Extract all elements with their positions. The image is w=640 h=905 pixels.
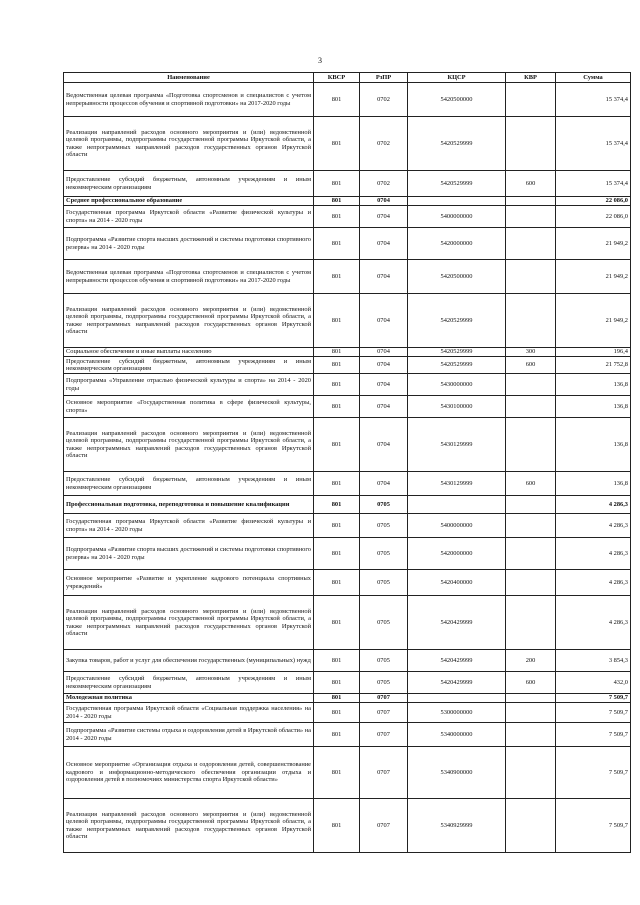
- row-sum: 4 286,3: [556, 570, 631, 596]
- row-kcsr: [408, 694, 506, 703]
- row-rzpr: 0704: [360, 228, 408, 260]
- row-sum: 136,8: [556, 374, 631, 396]
- row-rzpr: 0707: [360, 747, 408, 799]
- table-row: [64, 348, 631, 357]
- table-row: [64, 538, 631, 570]
- row-name: Молодежная политика: [64, 694, 314, 703]
- row-kvsr: 801: [314, 171, 360, 197]
- row-rzpr: 0704: [360, 472, 408, 496]
- row-name: Подпрограмма «Развитие спорта высших достижений и системы подготовки спортивного резерва» на 2014 - 2020 годы: [64, 538, 314, 570]
- row-name: Основное мероприятие «Организация отдыха и оздоровления детей, совершенствование кадрового и информационно-методического обеспечения организации отдыха и оздоровления детей в полномочиях министерства спорта Иркутской области»: [64, 747, 314, 799]
- row-kcsr: 5340000000: [408, 723, 506, 747]
- row-rzpr: 0702: [360, 83, 408, 117]
- row-rzpr: 0707: [360, 799, 408, 853]
- row-kcsr: 5420500000: [408, 83, 506, 117]
- row-name: Предоставление субсидий бюджетным, автономным учреждениям и иным некоммерческим организациям: [64, 472, 314, 496]
- row-kcsr: 5420000000: [408, 228, 506, 260]
- row-rzpr: 0704: [360, 348, 408, 357]
- row-name: Государственная программа Иркутской области «Развитие физической культуры и спорта» на 2014 - 2020 годы: [64, 206, 314, 228]
- row-kcsr: [408, 197, 506, 206]
- row-sum: 136,8: [556, 396, 631, 418]
- row-name: Ведомственная целевая программа «Подготовка спортсменов и специалистов с учетом непрерывности процессов обучения и спортивной подготовки» на 2017-2020 годы: [64, 83, 314, 117]
- row-kvsr: 801: [314, 348, 360, 357]
- row-kvr: [506, 206, 556, 228]
- row-rzpr: 0704: [360, 357, 408, 374]
- table-row: [64, 514, 631, 538]
- row-kcsr: 5420529999: [408, 357, 506, 374]
- row-kvr: [506, 117, 556, 171]
- row-sum: 7 509,7: [556, 723, 631, 747]
- budget-table: [63, 72, 631, 853]
- row-sum: 4 286,3: [556, 496, 631, 514]
- table-row: [64, 570, 631, 596]
- row-sum: 21 949,2: [556, 260, 631, 294]
- row-sum: 3 854,3: [556, 650, 631, 672]
- row-name: Предоставление субсидий бюджетным, автономным учреждениям и иным некоммерческим организациям: [64, 171, 314, 197]
- row-rzpr: 0704: [360, 396, 408, 418]
- row-kvr: [506, 396, 556, 418]
- row-kcsr: 5430100000: [408, 396, 506, 418]
- row-kcsr: 5430129999: [408, 418, 506, 472]
- row-kvsr: 801: [314, 472, 360, 496]
- table-row: [64, 650, 631, 672]
- row-sum: 196,4: [556, 348, 631, 357]
- row-kvr: [506, 799, 556, 853]
- row-kvsr: 801: [314, 197, 360, 206]
- row-kvsr: 801: [314, 514, 360, 538]
- row-sum: 15 374,4: [556, 117, 631, 171]
- row-kvsr: 801: [314, 596, 360, 650]
- row-kvr: [506, 83, 556, 117]
- row-kcsr: 5420529999: [408, 171, 506, 197]
- row-name: Подпрограмма «Развитие системы отдыха и оздоровления детей в Иркутской области» на 2014 - 2020 годы: [64, 723, 314, 747]
- row-kvsr: 801: [314, 723, 360, 747]
- row-rzpr: 0705: [360, 496, 408, 514]
- row-sum: 21 949,2: [556, 294, 631, 348]
- header-name: Наименование: [64, 73, 314, 83]
- row-kcsr: 5300000000: [408, 703, 506, 723]
- table-row: [64, 723, 631, 747]
- row-kvsr: 801: [314, 703, 360, 723]
- row-rzpr: 0705: [360, 538, 408, 570]
- row-kcsr: 5420429999: [408, 650, 506, 672]
- header-kcsr: КЦСР: [408, 73, 506, 83]
- table-row: [64, 694, 631, 703]
- row-kvr: [506, 747, 556, 799]
- table-header-row: [64, 73, 631, 83]
- row-kvr: 200: [506, 650, 556, 672]
- table-row: [64, 228, 631, 260]
- row-kvr: [506, 260, 556, 294]
- row-kvr: 600: [506, 357, 556, 374]
- row-name: Социальное обеспечение и иные выплаты населению: [64, 348, 314, 357]
- page-number: 3: [318, 56, 322, 65]
- row-sum: 7 509,7: [556, 799, 631, 853]
- row-name: Ведомственная целевая программа «Подготовка спортсменов и специалистов с учетом непрерывности процессов обучения и спортивной подготовки» на 2017-2020 годы: [64, 260, 314, 294]
- row-kcsr: 5420529999: [408, 348, 506, 357]
- row-kvsr: 801: [314, 694, 360, 703]
- table-row: [64, 747, 631, 799]
- row-rzpr: 0704: [360, 197, 408, 206]
- row-rzpr: 0705: [360, 570, 408, 596]
- row-kvr: [506, 496, 556, 514]
- row-sum: 432,0: [556, 672, 631, 694]
- row-rzpr: 0707: [360, 723, 408, 747]
- row-name: Реализация направлений расходов основного мероприятия и (или) ведомственной целевой программы, подпрограммы государственной программы Иркутской области, а также непрограммных направлений расходов государственных органов Иркутской области: [64, 294, 314, 348]
- table-row: [64, 596, 631, 650]
- row-kcsr: 5430129999: [408, 472, 506, 496]
- row-name: Государственная программа Иркутской области «Развитие физической культуры и спорта» на 2014 - 2020 годы: [64, 514, 314, 538]
- row-kcsr: 5420529999: [408, 117, 506, 171]
- row-name: Реализация направлений расходов основного мероприятия и (или) ведомственной целевой программы, подпрограммы государственной программы Иркутской области, а также непрограммных направлений расходов государственных органов Иркутской области: [64, 418, 314, 472]
- table-row: [64, 206, 631, 228]
- row-kcsr: 5400000000: [408, 514, 506, 538]
- row-rzpr: 0705: [360, 514, 408, 538]
- row-name: Основное мероприятие «Государственная политика в сфере физической культуры, спорта»: [64, 396, 314, 418]
- table-row: [64, 260, 631, 294]
- row-kvr: [506, 723, 556, 747]
- row-kcsr: 5340900000: [408, 747, 506, 799]
- row-name: Подпрограмма «Развитие спорта высших достижений и системы подготовки спортивного резерва» на 2014 - 2020 годы: [64, 228, 314, 260]
- header-sum: Сумма: [556, 73, 631, 83]
- row-kvr: [506, 703, 556, 723]
- row-rzpr: 0704: [360, 418, 408, 472]
- table-row: [64, 374, 631, 396]
- row-kcsr: 5400000000: [408, 206, 506, 228]
- row-sum: 21 949,2: [556, 228, 631, 260]
- row-rzpr: 0702: [360, 171, 408, 197]
- row-kvr: [506, 596, 556, 650]
- table-row: [64, 672, 631, 694]
- row-name: Реализация направлений расходов основного мероприятия и (или) ведомственной целевой программы, подпрограммы государственной программы Иркутской области, а также непрограммных направлений расходов государственных органов Иркутской области: [64, 596, 314, 650]
- row-kcsr: [408, 496, 506, 514]
- row-kvr: [506, 570, 556, 596]
- row-kvsr: 801: [314, 747, 360, 799]
- row-kvr: [506, 374, 556, 396]
- row-sum: 136,8: [556, 472, 631, 496]
- row-rzpr: 0702: [360, 117, 408, 171]
- row-kvsr: 801: [314, 418, 360, 472]
- row-rzpr: 0704: [360, 260, 408, 294]
- row-kvsr: 801: [314, 374, 360, 396]
- row-kvsr: 801: [314, 228, 360, 260]
- row-kcsr: 5420429999: [408, 672, 506, 694]
- row-kvsr: 801: [314, 570, 360, 596]
- header-rzpr: РзПР: [360, 73, 408, 83]
- row-kvsr: 801: [314, 117, 360, 171]
- row-kvr: 600: [506, 171, 556, 197]
- row-sum: 7 509,7: [556, 694, 631, 703]
- table-row: [64, 197, 631, 206]
- table-row: [64, 472, 631, 496]
- table-row: [64, 703, 631, 723]
- row-sum: 22 086,0: [556, 197, 631, 206]
- row-sum: 7 509,7: [556, 747, 631, 799]
- row-sum: 22 086,0: [556, 206, 631, 228]
- table-row: [64, 396, 631, 418]
- row-rzpr: 0707: [360, 694, 408, 703]
- row-kvr: [506, 197, 556, 206]
- row-name: Государственная программа Иркутской области «Социальная поддержка населения» на 2014 - 2020 годы: [64, 703, 314, 723]
- row-name: Закупка товаров, работ и услуг для обеспечения государственных (муниципальных) нужд: [64, 650, 314, 672]
- row-kvsr: 801: [314, 83, 360, 117]
- row-name: Основное мероприятие «Развитие и укрепление кадрового потенциала спортивных учреждений»: [64, 570, 314, 596]
- row-kcsr: 5420000000: [408, 538, 506, 570]
- row-name: Реализация направлений расходов основного мероприятия и (или) ведомственной целевой программы, подпрограммы государственной программы Иркутской области, а также непрограммных направлений расходов государственных органов Иркутской области: [64, 117, 314, 171]
- row-name: Среднее профессиональное образование: [64, 197, 314, 206]
- row-kvr: [506, 694, 556, 703]
- row-kvr: [506, 538, 556, 570]
- row-kvr: [506, 418, 556, 472]
- row-kcsr: 5420529999: [408, 294, 506, 348]
- row-sum: 4 286,3: [556, 514, 631, 538]
- row-kvsr: 801: [314, 496, 360, 514]
- row-name: Предоставление субсидий бюджетным, автономным учреждениям и иным некоммерческим организациям: [64, 672, 314, 694]
- header-kvsr: КВСР: [314, 73, 360, 83]
- row-kcsr: 5420500000: [408, 260, 506, 294]
- table-row: [64, 799, 631, 853]
- row-kvsr: 801: [314, 206, 360, 228]
- row-kvr: [506, 228, 556, 260]
- row-kvsr: 801: [314, 538, 360, 570]
- row-sum: 15 374,4: [556, 83, 631, 117]
- row-kvr: [506, 294, 556, 348]
- table-row: [64, 357, 631, 374]
- row-rzpr: 0704: [360, 374, 408, 396]
- row-kvr: 300: [506, 348, 556, 357]
- row-kvsr: 801: [314, 650, 360, 672]
- row-sum: 136,8: [556, 418, 631, 472]
- row-rzpr: 0705: [360, 672, 408, 694]
- table-row: [64, 294, 631, 348]
- row-sum: 4 286,3: [556, 596, 631, 650]
- row-kcsr: 5420429999: [408, 596, 506, 650]
- table-row: [64, 418, 631, 472]
- row-kvsr: 801: [314, 396, 360, 418]
- row-rzpr: 0705: [360, 596, 408, 650]
- row-rzpr: 0704: [360, 206, 408, 228]
- table-row: [64, 83, 631, 117]
- table-row: [64, 171, 631, 197]
- row-kvsr: 801: [314, 357, 360, 374]
- row-kvsr: 801: [314, 672, 360, 694]
- row-kvsr: 801: [314, 294, 360, 348]
- row-name: Подпрограмма «Управление отраслью физической культуры и спорта» на 2014 - 2020 годы: [64, 374, 314, 396]
- row-name: Профессиональная подготовка, переподготовка и повышение квалификации: [64, 496, 314, 514]
- row-kcsr: 5420400000: [408, 570, 506, 596]
- row-sum: 7 509,7: [556, 703, 631, 723]
- table-row: [64, 496, 631, 514]
- row-rzpr: 0704: [360, 294, 408, 348]
- row-sum: 21 752,8: [556, 357, 631, 374]
- row-kvsr: 801: [314, 799, 360, 853]
- header-kvr: КВР: [506, 73, 556, 83]
- row-name: Реализация направлений расходов основного мероприятия и (или) ведомственной целевой программы, подпрограммы государственной программы Иркутской области, а также непрограммных направлений расходов государственных органов Иркутской области: [64, 799, 314, 853]
- row-kvr: 600: [506, 672, 556, 694]
- row-kcsr: 5340929999: [408, 799, 506, 853]
- row-name: Предоставление субсидий бюджетным, автономным учреждениям и иным некоммерческим организациям: [64, 357, 314, 374]
- row-kvr: 600: [506, 472, 556, 496]
- row-rzpr: 0705: [360, 650, 408, 672]
- row-sum: 4 286,3: [556, 538, 631, 570]
- row-kcsr: 5430000000: [408, 374, 506, 396]
- row-kvsr: 801: [314, 260, 360, 294]
- row-sum: 15 374,4: [556, 171, 631, 197]
- row-rzpr: 0707: [360, 703, 408, 723]
- row-kvr: [506, 514, 556, 538]
- table-row: [64, 117, 631, 171]
